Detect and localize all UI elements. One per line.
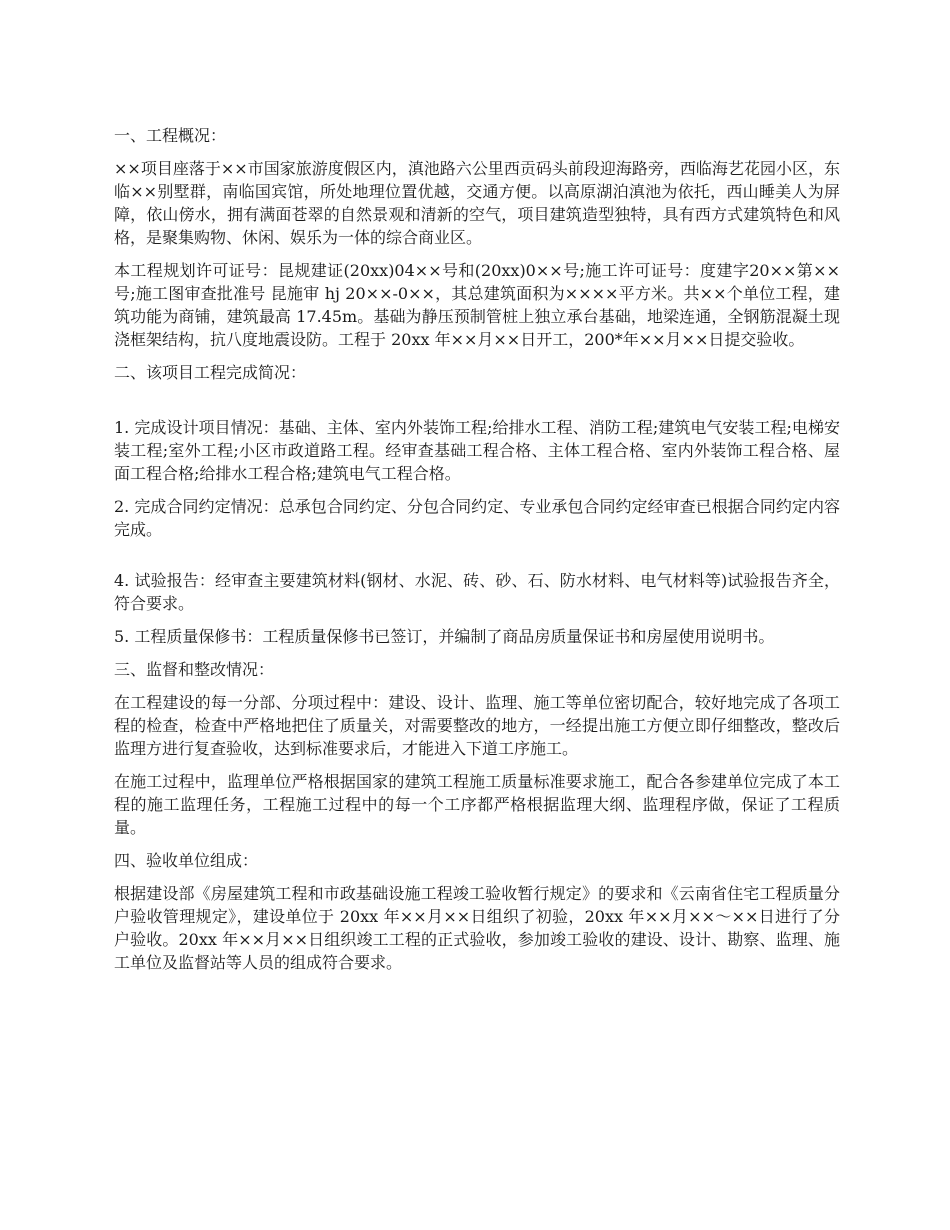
blank-gap — [114, 551, 840, 569]
paragraph-acceptance: 根据建设部《房屋建筑工程和市政基础设施工程竣工验收暂行规定》的要求和《云南省住宅工程质量分户验收管理规定》，建设单位于 20xx 年××月××日组织了初验，20xx 年××月××～××日进行了分户验收。20xx 年××月××日组织竣工工程的正式验收，参加竣工验收的建设、设计、勘察、监理、施工单位及监督站等人员的组成符合要求。 — [114, 884, 840, 972]
list-item-warranty: 5. 工程质量保修书：工程质量保修书已签订，并编制了商品房质量保证书和房屋使用说明书。 — [114, 627, 775, 646]
document-body — [114, 124, 840, 984]
blank-gap — [114, 394, 840, 416]
list-item-test-reports: 4. 试验报告：经审查主要建筑材料(钢材、水泥、砖、砂、石、防水材料、电气材料等)试验报告齐全，符合要求。 — [114, 571, 840, 613]
paragraph-project-location: ××项目座落于××市国家旅游度假区内，滇池路六公里西贡码头前段迎海路旁，西临海艺花园小区，东临××别墅群，南临国宾馆，所处地理位置优越，交通方便。以高原湖泊滇池为依托，西山睡美人为屏障，依山傍水，拥有满面苍翠的自然景观和清新的空气，项目建筑造型独特，具有西方式建筑特色和风格，是聚集购物、休闲、娱乐为一体的综合商业区。 — [114, 159, 840, 247]
section-heading-overview: 一、工程概况： — [114, 126, 227, 145]
section-heading-supervision: 三、监督和整改情况： — [114, 660, 275, 679]
list-item-design-completion: 1. 完成设计项目情况：基础、主体、室内外装饰工程;给排水工程、消防工程;建筑电气安装工程;电梯安装工程;室外工程;小区市政道路工程。经审查基础工程合格、主体工程合格、室内外装饰工程合格、屋面工程合格;给排水工程合格;建筑电气工程合格。 — [114, 418, 840, 483]
paragraph-supervision-process: 在工程建设的每一分部、分项过程中：建设、设计、监理、施工等单位密切配合，较好地完成了各项工程的检查，检查中严格地把住了质量关，对需要整改的地方，一经提出施工方便立即仔细整改，整改后监理方进行复查验收，达到标准要求后，才能进入下道工序施工。 — [114, 693, 840, 758]
paragraph-supervision-quality: 在施工过程中，监理单位严格根据国家的建筑工程施工质量标准要求施工，配合各参建单位完成了本工程的施工监理任务，工程施工过程中的每一个工序都严格根据监理大纲、监理程序做，保证了工程质量。 — [114, 772, 840, 837]
section-heading-acceptance: 四、验收单位组成： — [114, 851, 259, 870]
section-heading-completion: 二、该项目工程完成简况： — [114, 363, 307, 382]
list-item-contract-completion: 2. 完成合同约定情况：总承包合同约定、分包合同约定、专业承包合同约定经审查已根据合同约定内容完成。 — [114, 497, 840, 539]
paragraph-project-permits: 本工程规划许可证号：昆规建证(20xx)04××号和(20xx)0××号;施工许可证号：度建字20××第××号;施工图审查批准号 昆施审 hj 20××-0××，其总建筑面积为××××平方米。共××个单位工程，建筑功能为商铺，建筑最高 17.45m。基础为静压预制管桩上独立承台基础，地梁连通，全钢筋混凝土现浇框架结构，抗八度地震设防。工程于 20xx 年××月××日开工，200*年××月××日提交验收。 — [114, 261, 840, 349]
